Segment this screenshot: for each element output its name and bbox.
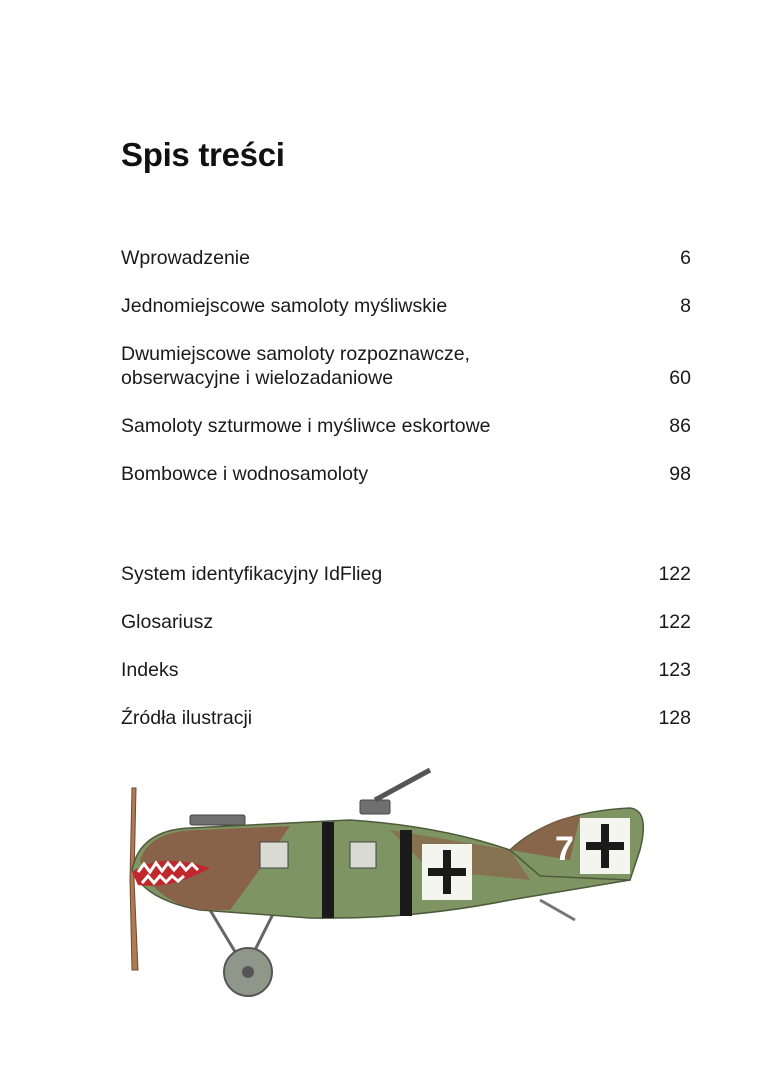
toc-entry-label-line: obserwacyjne i wielozadaniowe (121, 367, 394, 389)
toc-entry-page: 122 (658, 563, 691, 585)
fuselage-band (400, 830, 412, 916)
tail-number: 7 (555, 830, 574, 868)
toc-section-main (121, 246, 691, 486)
toc-entry-page: 8 (680, 295, 691, 317)
toc-entry-label-line: Dwumiejscowe samoloty rozpoznawcze, (121, 343, 470, 365)
toc-entry-page: 6 (680, 247, 691, 269)
toc-entry-page: 60 (669, 367, 691, 389)
toc-section-appendix (121, 562, 691, 730)
iron-cross-fuselage (422, 844, 472, 900)
toc-entry-fighters[interactable] (121, 294, 691, 318)
toc-entry-label: Źródła ilustracji (121, 707, 253, 729)
toc-entry-attack[interactable] (121, 414, 691, 438)
toc-entry-label (121, 342, 470, 390)
toc-entry-bombers[interactable] (121, 462, 691, 486)
toc-entry-glosariusz[interactable] (121, 610, 691, 634)
toc-entry-label: Glosariusz (121, 611, 214, 633)
toc-entry-label: Wprowadzenie (121, 247, 250, 269)
toc-entry-label: Indeks (121, 659, 179, 681)
page-title: Spis treści (121, 136, 285, 173)
toc-entry-label: System identyfikacyjny IdFlieg (121, 563, 383, 585)
toc-entry-zrodla[interactable] (121, 706, 691, 730)
toc-entry-page: 123 (658, 659, 691, 681)
machine-gun (190, 770, 430, 825)
iron-cross-tail (580, 818, 630, 874)
toc-entry-indeks[interactable] (121, 658, 691, 682)
toc-entry-label: Samoloty szturmowe i myśliwce eskortowe (121, 415, 491, 437)
toc-entry-page: 128 (658, 707, 691, 729)
toc-entry-page: 86 (669, 415, 691, 437)
toc-entry-page: 122 (658, 611, 691, 633)
toc-entry-wprowadzenie[interactable] (121, 246, 691, 270)
biplane-illustration (110, 760, 670, 1010)
fuselage-band (322, 822, 334, 918)
toc-entry-label: Jednomiejscowe samoloty myśliwskie (121, 295, 448, 317)
toc-entry-idflieg[interactable] (121, 562, 691, 586)
toc-entry-page: 98 (669, 463, 691, 485)
toc-entry-label: Bombowce i wodnosamoloty (121, 463, 369, 485)
toc-entry-two-seaters[interactable] (121, 342, 691, 390)
